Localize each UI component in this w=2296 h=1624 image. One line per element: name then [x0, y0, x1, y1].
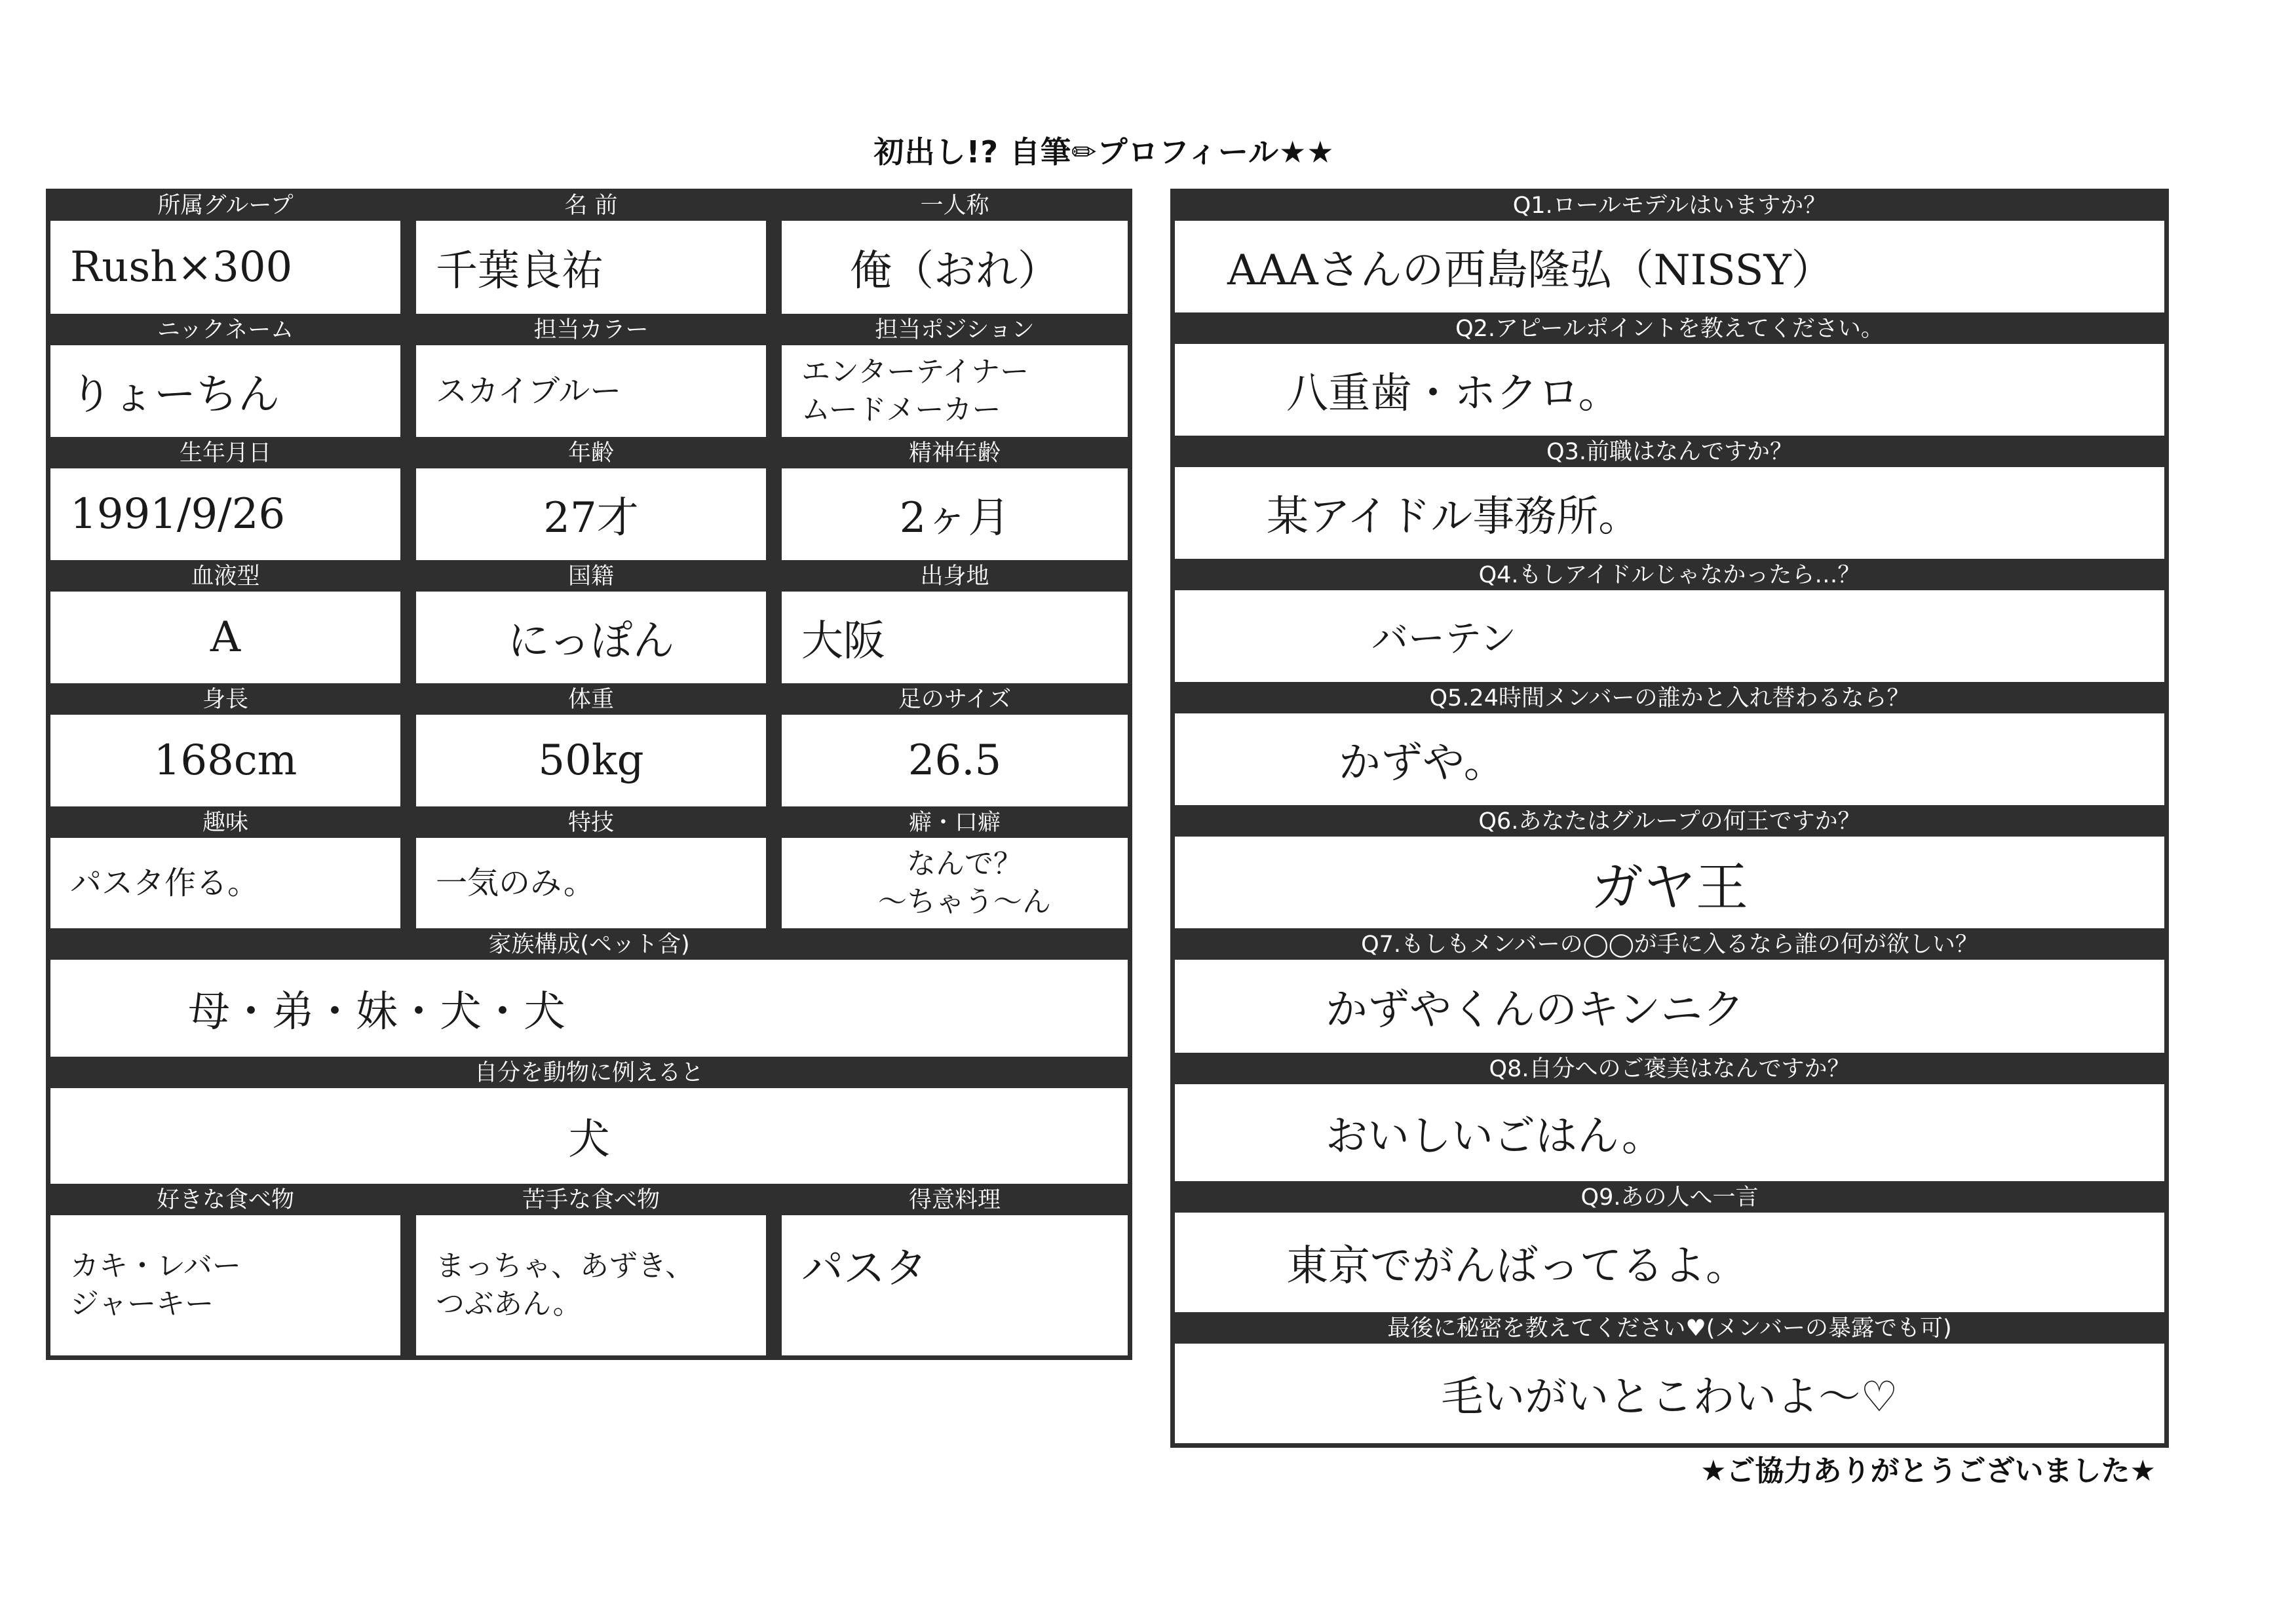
field-label: 出身地 [780, 562, 1130, 592]
field-value: 千葉良祐 [414, 221, 768, 316]
field-label: 体重 [414, 685, 768, 715]
field-label: ニックネーム [48, 316, 402, 345]
answer-value: バーテン [1173, 590, 2166, 684]
field-value: 168cm [48, 715, 402, 808]
answer-value: おいしいごはん。 [1173, 1084, 2166, 1183]
field-label: 担当ポジション [780, 316, 1130, 345]
field-value: 27才 [414, 468, 768, 562]
field-height [48, 685, 402, 808]
footer-thanks: ★ご協力ありがとうございました★ [1700, 1454, 2156, 1488]
field-blood [48, 562, 402, 685]
field-hometown [780, 562, 1130, 685]
field-hobby [48, 808, 402, 930]
page-title: 初出し!? 自筆✏プロフィール★★ [873, 134, 1335, 170]
field-first-person [780, 191, 1130, 316]
field-skill [414, 808, 768, 930]
field-value: 母・弟・妹・犬・犬 [48, 960, 1130, 1059]
field-value: りょーちん [48, 345, 402, 439]
field-habit [780, 808, 1130, 930]
question-label: Q7.もしもメンバーの◯◯が手に入るなら誰の何が欲しい？ [1173, 930, 2166, 960]
field-label: 好きな食べ物 [48, 1186, 402, 1215]
qa-row [1173, 314, 2166, 438]
qa-row [1173, 438, 2166, 561]
field-label: 血液型 [48, 562, 402, 592]
field-value: 2ヶ月 [780, 468, 1130, 562]
field-value: 大阪 [780, 592, 1130, 685]
field-animal [48, 1059, 1130, 1186]
question-label: Q2.アピールポイントを教えてください。 [1173, 314, 2166, 344]
field-label: 癖・口癖 [780, 808, 1130, 838]
field-value: 俺（おれ） [780, 221, 1130, 316]
qa-row [1173, 930, 2166, 1055]
field-family [48, 930, 1130, 1059]
field-label: 年齢 [414, 439, 768, 468]
answer-value: 某アイドル事務所。 [1173, 467, 2166, 561]
question-label: 最後に秘密を教えてください♥(メンバーの暴露でも可) [1173, 1314, 2166, 1344]
field-color [414, 316, 768, 439]
field-value: A [48, 592, 402, 685]
field-label: 身長 [48, 685, 402, 715]
question-label: Q6.あなたはグループの何王ですか？ [1173, 807, 2166, 837]
field-label: 担当カラー [414, 316, 768, 345]
field-value: にっぽん [414, 592, 768, 685]
value-line: ムードメーカー [801, 393, 1001, 426]
value-line: まっちゃ、あずき、 [436, 1249, 695, 1283]
qa-row [1173, 807, 2166, 930]
field-label: 趣味 [48, 808, 402, 838]
field-label: 自分を動物に例えると [48, 1059, 1130, 1088]
qa-row [1173, 561, 2166, 684]
qa-row [1173, 191, 2166, 314]
answer-value: かずやくんのキンニク [1173, 960, 2166, 1055]
field-favorite-food [48, 1186, 402, 1357]
field-value: 50kg [414, 715, 768, 808]
field-label: 足のサイズ [780, 685, 1130, 715]
field-nationality [414, 562, 768, 685]
field-value: パスタ作る。 [48, 838, 402, 930]
field-value: 一気のみ。 [414, 838, 768, 930]
field-value [414, 1215, 768, 1357]
field-value: パスタ [780, 1215, 1130, 1357]
field-nickname [48, 316, 402, 439]
question-label: Q9.あの人へ一言 [1173, 1183, 2166, 1213]
field-value: 1991/9/26 [48, 468, 402, 562]
field-label: 精神年齢 [780, 439, 1130, 468]
question-label: Q3.前職はなんですか？ [1173, 438, 2166, 467]
field-value: スカイブルー [414, 345, 768, 439]
value-line: なんで？ [907, 847, 1022, 880]
qa-row [1173, 684, 2166, 807]
value-line: ジャーキー [70, 1287, 214, 1321]
field-value [48, 1215, 402, 1357]
answer-value: AAAさんの西島隆弘（NISSY） [1173, 221, 2166, 314]
field-label: 国籍 [414, 562, 768, 592]
answer-value: 八重歯・ホクロ。 [1173, 344, 2166, 438]
answer-value: 東京でがんばってるよ。 [1173, 1213, 2166, 1314]
field-foot-size [780, 685, 1130, 808]
field-label: 特技 [414, 808, 768, 838]
question-label: Q4.もしアイドルじゃなかったら…？ [1173, 561, 2166, 590]
value-line: つぶあん。 [436, 1287, 582, 1321]
qa-row [1173, 1055, 2166, 1183]
field-group [48, 191, 402, 316]
field-weight [414, 685, 768, 808]
question-label: Q1.ロールモデルはいますか？ [1173, 191, 2166, 221]
field-label: 家族構成(ペット含) [48, 930, 1130, 960]
qa-row [1173, 1314, 2166, 1445]
answer-value: かずや。 [1173, 713, 2166, 807]
field-cooking [780, 1186, 1130, 1357]
field-label: 名 前 [414, 191, 768, 221]
field-value [780, 345, 1130, 439]
field-value: 26.5 [780, 715, 1130, 808]
answer-value: 毛いがいとこわいよ〜♡ [1173, 1344, 2166, 1445]
field-mental-age [780, 439, 1130, 562]
field-label: 苦手な食べ物 [414, 1186, 768, 1215]
field-disliked-food [414, 1186, 768, 1357]
qa-row [1173, 1183, 2166, 1314]
value-line: エンターテイナー [801, 355, 1029, 388]
answer-value: ガヤ王 [1173, 837, 2166, 930]
value-line: カキ・レバー [70, 1249, 241, 1283]
question-label: Q5.24時間メンバーの誰かと入れ替わるなら？ [1173, 684, 2166, 713]
value-line: 〜ちゃう〜ん [878, 885, 1051, 918]
field-value: Rush×300 [48, 221, 402, 316]
field-birthday [48, 439, 402, 562]
field-label: 得意料理 [780, 1186, 1130, 1215]
field-value: 犬 [48, 1088, 1130, 1186]
field-value [780, 838, 1130, 930]
field-label: 一人称 [780, 191, 1130, 221]
field-label: 所属グループ [48, 191, 402, 221]
field-age [414, 439, 768, 562]
field-label: 生年月日 [48, 439, 402, 468]
question-label: Q8.自分へのご褒美はなんですか？ [1173, 1055, 2166, 1084]
field-name [414, 191, 768, 316]
field-position [780, 316, 1130, 439]
